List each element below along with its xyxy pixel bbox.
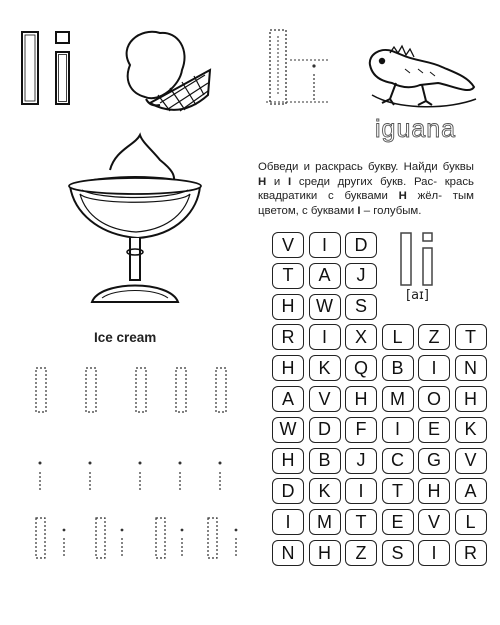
grid-cell[interactable]: D xyxy=(309,417,341,443)
grid-cell[interactable]: I xyxy=(309,324,341,350)
tracing-letters-Ii xyxy=(266,26,330,106)
grid-cell[interactable]: T xyxy=(382,478,414,504)
grid-cell[interactable]: M xyxy=(309,509,341,535)
grid-cell[interactable]: S xyxy=(345,294,377,320)
grid-cell[interactable]: I xyxy=(418,540,450,566)
grid-cell[interactable]: H xyxy=(455,386,487,412)
grid-cell[interactable]: N xyxy=(272,540,304,566)
grid-cell[interactable]: A xyxy=(309,263,341,289)
grid-cell[interactable]: B xyxy=(382,355,414,381)
grid-cell[interactable]: C xyxy=(382,448,414,474)
grid-cell[interactable]: H xyxy=(272,294,304,320)
grid-cell[interactable]: H xyxy=(345,386,377,412)
grid-cell[interactable]: M xyxy=(382,386,414,412)
ice-cream-sundae-picture xyxy=(60,130,210,320)
ice-cream-cone-picture xyxy=(110,25,220,145)
grid-cell[interactable]: H xyxy=(309,540,341,566)
grid-cell[interactable]: F xyxy=(345,417,377,443)
grid-cell[interactable]: H xyxy=(272,448,304,474)
grid-cell[interactable]: K xyxy=(309,355,341,381)
grid-cell[interactable]: T xyxy=(455,324,487,350)
tracing-row-Ii-pairs xyxy=(36,518,236,558)
instructions-text: Обведи и раскрась букву. Найди буквы H и I среди других букв. Рас- крась квадратики с буквами H жёл- тым цветом, с буквами I – голубым. xyxy=(258,161,475,217)
tracing-row-small-i xyxy=(40,472,220,490)
phonetic-transcription: [aɪ] xyxy=(406,288,429,303)
grid-cell[interactable]: E xyxy=(418,417,450,443)
grid-cell[interactable]: I xyxy=(272,509,304,535)
grid-cell[interactable]: J xyxy=(345,448,377,474)
grid-cell[interactable]: V xyxy=(418,509,450,535)
small-letters-Ii xyxy=(398,230,440,290)
grid-cell[interactable]: T xyxy=(272,263,304,289)
grid-cell[interactable]: H xyxy=(272,355,304,381)
grid-cell[interactable]: L xyxy=(382,324,414,350)
tracing-practice-area xyxy=(30,362,250,572)
grid-cell[interactable]: J xyxy=(345,263,377,289)
grid-cell[interactable]: O xyxy=(418,386,450,412)
grid-cell[interactable]: D xyxy=(345,232,377,258)
big-letters-Ii xyxy=(20,28,80,108)
grid-cell[interactable]: I xyxy=(309,232,341,258)
grid-cell[interactable]: N xyxy=(455,355,487,381)
grid-cell[interactable]: I xyxy=(382,417,414,443)
grid-cell[interactable]: X xyxy=(345,324,377,350)
grid-cell[interactable]: Z xyxy=(345,540,377,566)
grid-cell[interactable]: W xyxy=(272,417,304,443)
grid-cell[interactable]: A xyxy=(272,386,304,412)
grid-cell[interactable]: R xyxy=(272,324,304,350)
iguana-word: iguana xyxy=(375,115,457,143)
grid-cell[interactable]: G xyxy=(418,448,450,474)
grid-cell[interactable]: B xyxy=(309,448,341,474)
grid-cell[interactable]: W xyxy=(309,294,341,320)
grid-cell[interactable]: V xyxy=(455,448,487,474)
grid-cell[interactable]: I xyxy=(418,355,450,381)
grid-cell[interactable]: D xyxy=(272,478,304,504)
grid-cell[interactable]: L xyxy=(455,509,487,535)
grid-cell[interactable]: K xyxy=(455,417,487,443)
iguana-picture xyxy=(360,25,480,115)
grid-cell[interactable]: K xyxy=(309,478,341,504)
grid-cell[interactable]: E xyxy=(382,509,414,535)
grid-cell[interactable]: Q xyxy=(345,355,377,381)
grid-cell[interactable]: V xyxy=(272,232,304,258)
grid-cell[interactable]: H xyxy=(418,478,450,504)
grid-cell[interactable]: A xyxy=(455,478,487,504)
tracing-row-capital-I xyxy=(36,368,226,412)
grid-cell[interactable]: Z xyxy=(418,324,450,350)
picture-caption: Ice cream xyxy=(94,330,157,345)
grid-cell[interactable]: V xyxy=(309,386,341,412)
grid-cell[interactable]: I xyxy=(345,478,377,504)
grid-cell[interactable]: R xyxy=(455,540,487,566)
grid-cell[interactable]: T xyxy=(345,509,377,535)
grid-cell[interactable]: S xyxy=(382,540,414,566)
